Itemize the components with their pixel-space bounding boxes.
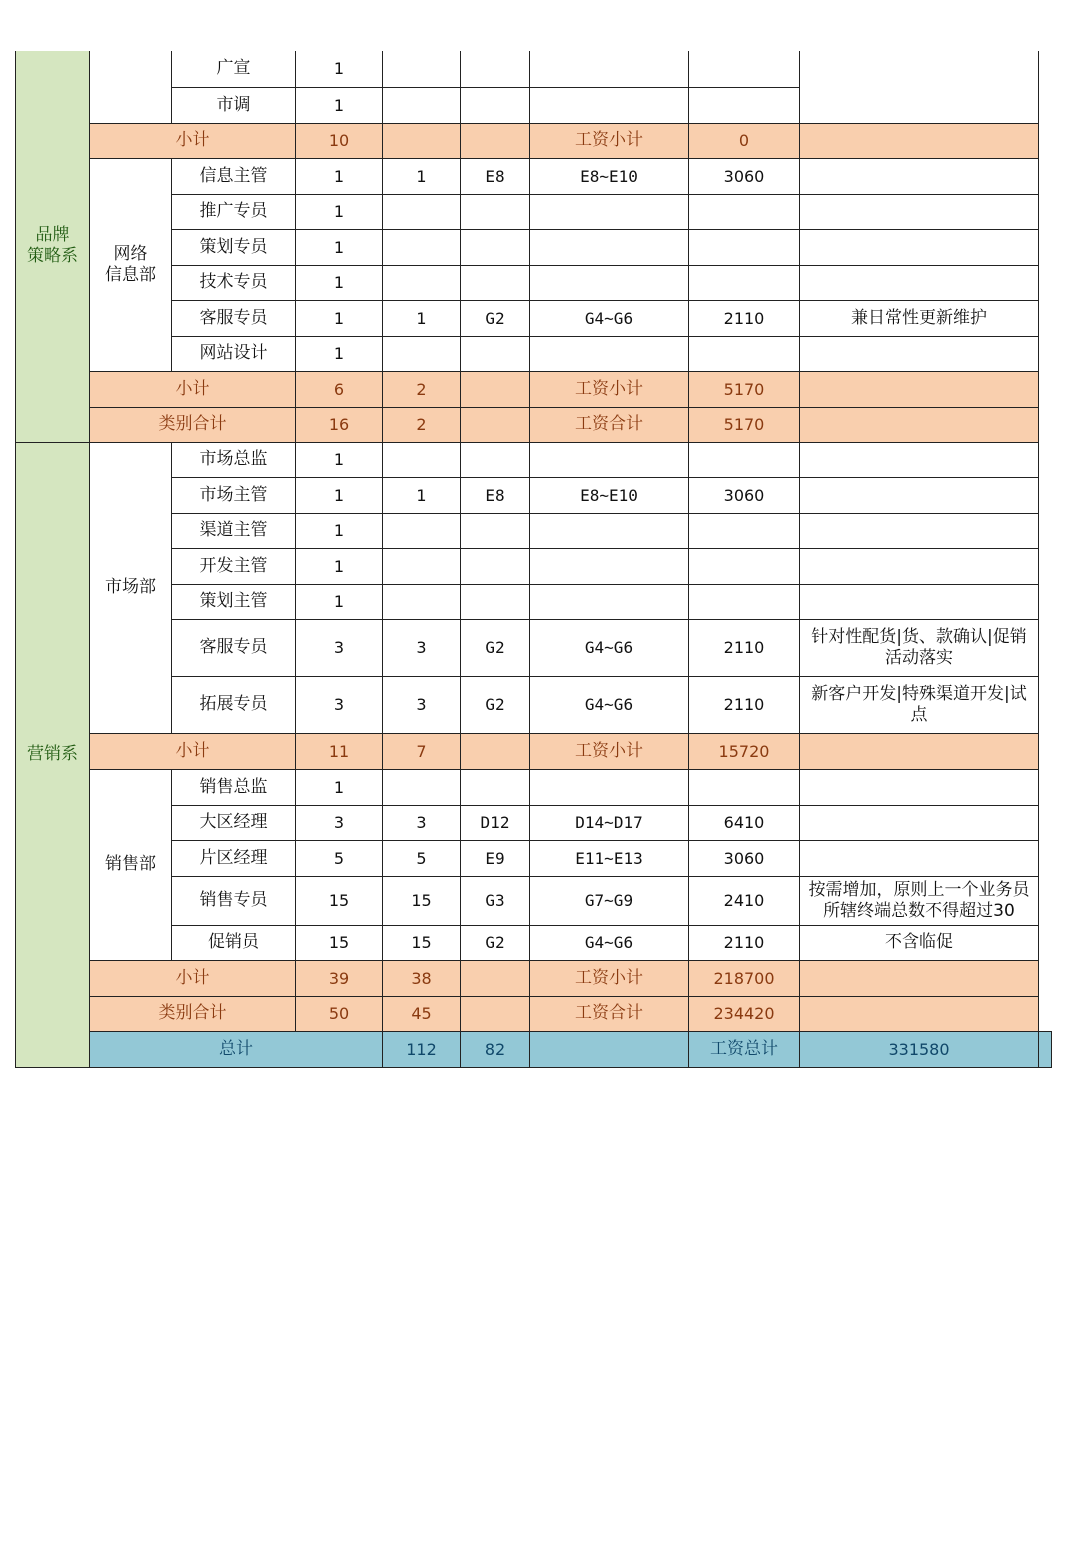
grade-cell — [461, 336, 530, 371]
grade-cell — [461, 87, 530, 123]
grade-cell — [461, 194, 530, 229]
table-row — [16, 619, 1052, 676]
subtotal-label: 小计 — [90, 123, 296, 158]
staffed-cell: 5 — [383, 840, 461, 876]
staffed-cell — [383, 336, 461, 371]
staffed-cell: 45 — [383, 996, 461, 1031]
wage-cell: 3060 — [689, 477, 800, 513]
position-cell: 策划专员 — [172, 229, 296, 265]
table-row — [16, 840, 1052, 876]
table-row — [16, 513, 1052, 548]
subtotal-label: 类别合计 — [90, 996, 296, 1031]
headcount-cell: 50 — [296, 996, 383, 1031]
staffed-cell: 3 — [383, 676, 461, 733]
headcount-cell: 3 — [296, 619, 383, 676]
wage-cell — [689, 584, 800, 619]
remark-cell — [800, 123, 1039, 158]
wage-cell — [689, 229, 800, 265]
wage-cell: 3060 — [689, 840, 800, 876]
subtotal-label: 小计 — [90, 733, 296, 769]
headcount-cell: 1 — [296, 229, 383, 265]
grade-cell — [461, 265, 530, 300]
table-row — [16, 300, 1052, 336]
wage-cell: 218700 — [689, 960, 800, 996]
table-row — [16, 805, 1052, 840]
grade-range-cell: G4~G6 — [530, 925, 689, 960]
wage-cell — [689, 442, 800, 477]
staffed-cell: 2 — [383, 407, 461, 442]
headcount-cell: 1 — [296, 584, 383, 619]
grade-range-cell — [530, 442, 689, 477]
wage-cell — [689, 51, 800, 87]
table-row — [16, 194, 1052, 229]
table-row — [16, 51, 1052, 87]
grade-range-cell — [530, 229, 689, 265]
position-cell: 客服专员 — [172, 300, 296, 336]
headcount-cell: 11 — [296, 733, 383, 769]
staffed-cell — [383, 123, 461, 158]
position-cell: 促销员 — [172, 925, 296, 960]
table-row — [16, 733, 1052, 769]
category-brand-strategy: 品牌 策略系 — [16, 51, 90, 442]
staffed-cell: 82 — [461, 1031, 530, 1067]
grade-cell — [461, 584, 530, 619]
headcount-cell: 1 — [296, 158, 383, 194]
position-cell: 市场主管 — [172, 477, 296, 513]
table-row — [16, 336, 1052, 371]
empty-cell — [461, 123, 530, 158]
grade-cell: E8 — [461, 158, 530, 194]
headcount-cell: 1 — [296, 265, 383, 300]
remark-cell — [800, 513, 1039, 548]
grade-range-cell — [530, 769, 689, 805]
headcount-cell: 15 — [296, 876, 383, 925]
position-cell: 市场总监 — [172, 442, 296, 477]
wage-label-cell: 工资小计 — [530, 123, 689, 158]
table-row — [16, 371, 1052, 407]
staffed-cell — [383, 513, 461, 548]
staffed-cell: 3 — [383, 619, 461, 676]
table-row — [16, 676, 1052, 733]
remark-cell — [800, 960, 1039, 996]
position-cell: 广宣 — [172, 51, 296, 87]
wage-cell: 2110 — [689, 676, 800, 733]
wage-cell: 2110 — [689, 925, 800, 960]
staffed-cell — [383, 442, 461, 477]
empty-cell — [461, 960, 530, 996]
empty-cell — [461, 371, 530, 407]
staffed-cell: 1 — [383, 300, 461, 336]
staffed-cell: 2 — [383, 371, 461, 407]
headcount-cell: 112 — [383, 1031, 461, 1067]
staffed-cell: 7 — [383, 733, 461, 769]
grade-cell — [461, 769, 530, 805]
wage-label-cell: 工资总计 — [689, 1031, 800, 1067]
table-row — [16, 584, 1052, 619]
grade-range-cell — [530, 584, 689, 619]
grade-cell: E8 — [461, 477, 530, 513]
grade-range-cell: E8~E10 — [530, 158, 689, 194]
headcount-cell: 1 — [296, 51, 383, 87]
remark-cell — [800, 265, 1039, 300]
headcount-cell: 1 — [296, 769, 383, 805]
staffed-cell — [383, 265, 461, 300]
subtotal-label: 类别合计 — [90, 407, 296, 442]
staffed-cell — [383, 87, 461, 123]
headcount-cell: 1 — [296, 336, 383, 371]
remark-cell — [800, 733, 1039, 769]
wage-label-cell: 工资小计 — [530, 371, 689, 407]
table-row — [16, 925, 1052, 960]
wage-cell: 234420 — [689, 996, 800, 1031]
grade-range-cell — [530, 87, 689, 123]
remark-cell — [800, 158, 1039, 194]
wage-cell — [689, 769, 800, 805]
table-row — [16, 960, 1052, 996]
wage-label-cell: 工资小计 — [530, 733, 689, 769]
headcount-cell: 6 — [296, 371, 383, 407]
wage-cell — [689, 265, 800, 300]
headcount-cell: 1 — [296, 87, 383, 123]
headcount-cell: 3 — [296, 676, 383, 733]
table-row — [16, 158, 1052, 194]
grade-cell: E9 — [461, 840, 530, 876]
grade-cell: G2 — [461, 676, 530, 733]
wage-cell: 331580 — [800, 1031, 1039, 1067]
headcount-cell: 1 — [296, 194, 383, 229]
headcount-cell: 16 — [296, 407, 383, 442]
remark-cell — [800, 769, 1039, 805]
staffing-table — [15, 51, 1052, 1068]
table-row — [16, 876, 1052, 925]
wage-cell: 2410 — [689, 876, 800, 925]
position-cell: 销售专员 — [172, 876, 296, 925]
grade-range-cell — [530, 265, 689, 300]
grade-range-cell — [530, 513, 689, 548]
grade-cell — [461, 513, 530, 548]
headcount-cell: 3 — [296, 805, 383, 840]
grade-range-cell: G7~G9 — [530, 876, 689, 925]
headcount-cell: 1 — [296, 513, 383, 548]
remark-cell — [800, 996, 1039, 1031]
staffed-cell — [383, 584, 461, 619]
grade-range-cell: E11~E13 — [530, 840, 689, 876]
table-row — [16, 407, 1052, 442]
staffed-cell: 1 — [383, 477, 461, 513]
remark-cell — [800, 407, 1039, 442]
dept-market: 市场部 — [90, 442, 172, 733]
table-row — [16, 123, 1052, 158]
subtotal-label: 小计 — [90, 371, 296, 407]
table-row — [16, 548, 1052, 584]
remark-cell — [800, 805, 1039, 840]
remark-cell — [800, 371, 1039, 407]
table-row — [16, 229, 1052, 265]
position-cell: 策划主管 — [172, 584, 296, 619]
wage-cell: 0 — [689, 123, 800, 158]
staffed-cell: 3 — [383, 805, 461, 840]
staffed-cell — [383, 229, 461, 265]
grade-cell — [461, 51, 530, 87]
grade-range-cell: G4~G6 — [530, 619, 689, 676]
subtotal-label: 总计 — [90, 1031, 383, 1067]
grade-range-cell — [530, 51, 689, 87]
grade-cell: G2 — [461, 925, 530, 960]
staffed-cell: 15 — [383, 925, 461, 960]
wage-label-cell: 工资合计 — [530, 407, 689, 442]
remark-cell — [800, 548, 1039, 584]
wage-cell: 15720 — [689, 733, 800, 769]
table-row — [16, 442, 1052, 477]
remark-cell — [800, 442, 1039, 477]
position-cell: 拓展专员 — [172, 676, 296, 733]
grade-cell: G3 — [461, 876, 530, 925]
category-marketing: 营销系 — [16, 442, 90, 1067]
grade-range-cell — [530, 336, 689, 371]
grade-cell: D12 — [461, 805, 530, 840]
remark-cell — [800, 194, 1039, 229]
grade-range-cell: G4~G6 — [530, 300, 689, 336]
headcount-cell: 1 — [296, 548, 383, 584]
remark-cell — [800, 584, 1039, 619]
position-cell: 片区经理 — [172, 840, 296, 876]
position-cell: 开发主管 — [172, 548, 296, 584]
grade-cell: G2 — [461, 619, 530, 676]
position-cell: 市调 — [172, 87, 296, 123]
headcount-cell: 10 — [296, 123, 383, 158]
grade-range-cell: D14~D17 — [530, 805, 689, 840]
wage-label-cell: 工资合计 — [530, 996, 689, 1031]
grade-cell — [461, 548, 530, 584]
grade-cell — [461, 442, 530, 477]
table-row — [16, 1031, 1052, 1067]
dept-sales: 销售部 — [90, 769, 172, 960]
empty-cell — [530, 1031, 689, 1067]
remark-cell: 针对性配货|货、款确认|促销活动落实 — [800, 619, 1039, 676]
table-row — [16, 996, 1052, 1031]
headcount-cell: 5 — [296, 840, 383, 876]
position-cell: 推广专员 — [172, 194, 296, 229]
wage-cell: 2110 — [689, 300, 800, 336]
grade-range-cell: E8~E10 — [530, 477, 689, 513]
wage-cell: 2110 — [689, 619, 800, 676]
empty-cell — [461, 733, 530, 769]
grade-range-cell — [530, 194, 689, 229]
staffed-cell: 1 — [383, 158, 461, 194]
table-row — [16, 769, 1052, 805]
position-cell: 技术专员 — [172, 265, 296, 300]
headcount-cell: 39 — [296, 960, 383, 996]
staffed-cell — [383, 194, 461, 229]
grade-cell: G2 — [461, 300, 530, 336]
grade-range-cell — [530, 548, 689, 584]
empty-cell — [461, 996, 530, 1031]
remark-cell: 不含临促 — [800, 925, 1039, 960]
wage-cell: 5170 — [689, 371, 800, 407]
headcount-cell: 1 — [296, 442, 383, 477]
grade-cell — [461, 229, 530, 265]
subtotal-label: 小计 — [90, 960, 296, 996]
position-cell: 销售总监 — [172, 769, 296, 805]
remark-cell — [800, 336, 1039, 371]
staffed-cell — [383, 769, 461, 805]
staffed-cell: 38 — [383, 960, 461, 996]
wage-label-cell: 工资小计 — [530, 960, 689, 996]
remark-cell — [800, 840, 1039, 876]
wage-cell: 6410 — [689, 805, 800, 840]
position-cell: 信息主管 — [172, 158, 296, 194]
wage-cell — [689, 194, 800, 229]
position-cell: 渠道主管 — [172, 513, 296, 548]
wage-cell: 5170 — [689, 407, 800, 442]
position-cell: 大区经理 — [172, 805, 296, 840]
remark-cell — [800, 477, 1039, 513]
table-row — [16, 265, 1052, 300]
wage-cell — [689, 548, 800, 584]
remark-cell: 新客户开发|特殊渠道开发|试点 — [800, 676, 1039, 733]
headcount-cell: 1 — [296, 300, 383, 336]
wage-cell: 3060 — [689, 158, 800, 194]
remark-cell: 兼日常性更新维护 — [800, 300, 1039, 336]
remark-cell — [800, 51, 1039, 123]
remark-cell — [800, 229, 1039, 265]
table-row — [16, 477, 1052, 513]
position-cell: 网站设计 — [172, 336, 296, 371]
position-cell: 客服专员 — [172, 619, 296, 676]
headcount-cell: 15 — [296, 925, 383, 960]
headcount-cell: 1 — [296, 477, 383, 513]
remark-cell — [1039, 1031, 1052, 1067]
wage-cell — [689, 336, 800, 371]
dept-network-info: 网络 信息部 — [90, 158, 172, 371]
empty-cell — [461, 407, 530, 442]
wage-cell — [689, 513, 800, 548]
staffed-cell: 15 — [383, 876, 461, 925]
staffed-cell — [383, 548, 461, 584]
dept-cell — [90, 51, 172, 123]
staffed-cell — [383, 51, 461, 87]
remark-cell: 按需增加，原则上一个业务员所辖终端总数不得超过30 — [800, 876, 1039, 925]
grade-range-cell: G4~G6 — [530, 676, 689, 733]
wage-cell — [689, 87, 800, 123]
